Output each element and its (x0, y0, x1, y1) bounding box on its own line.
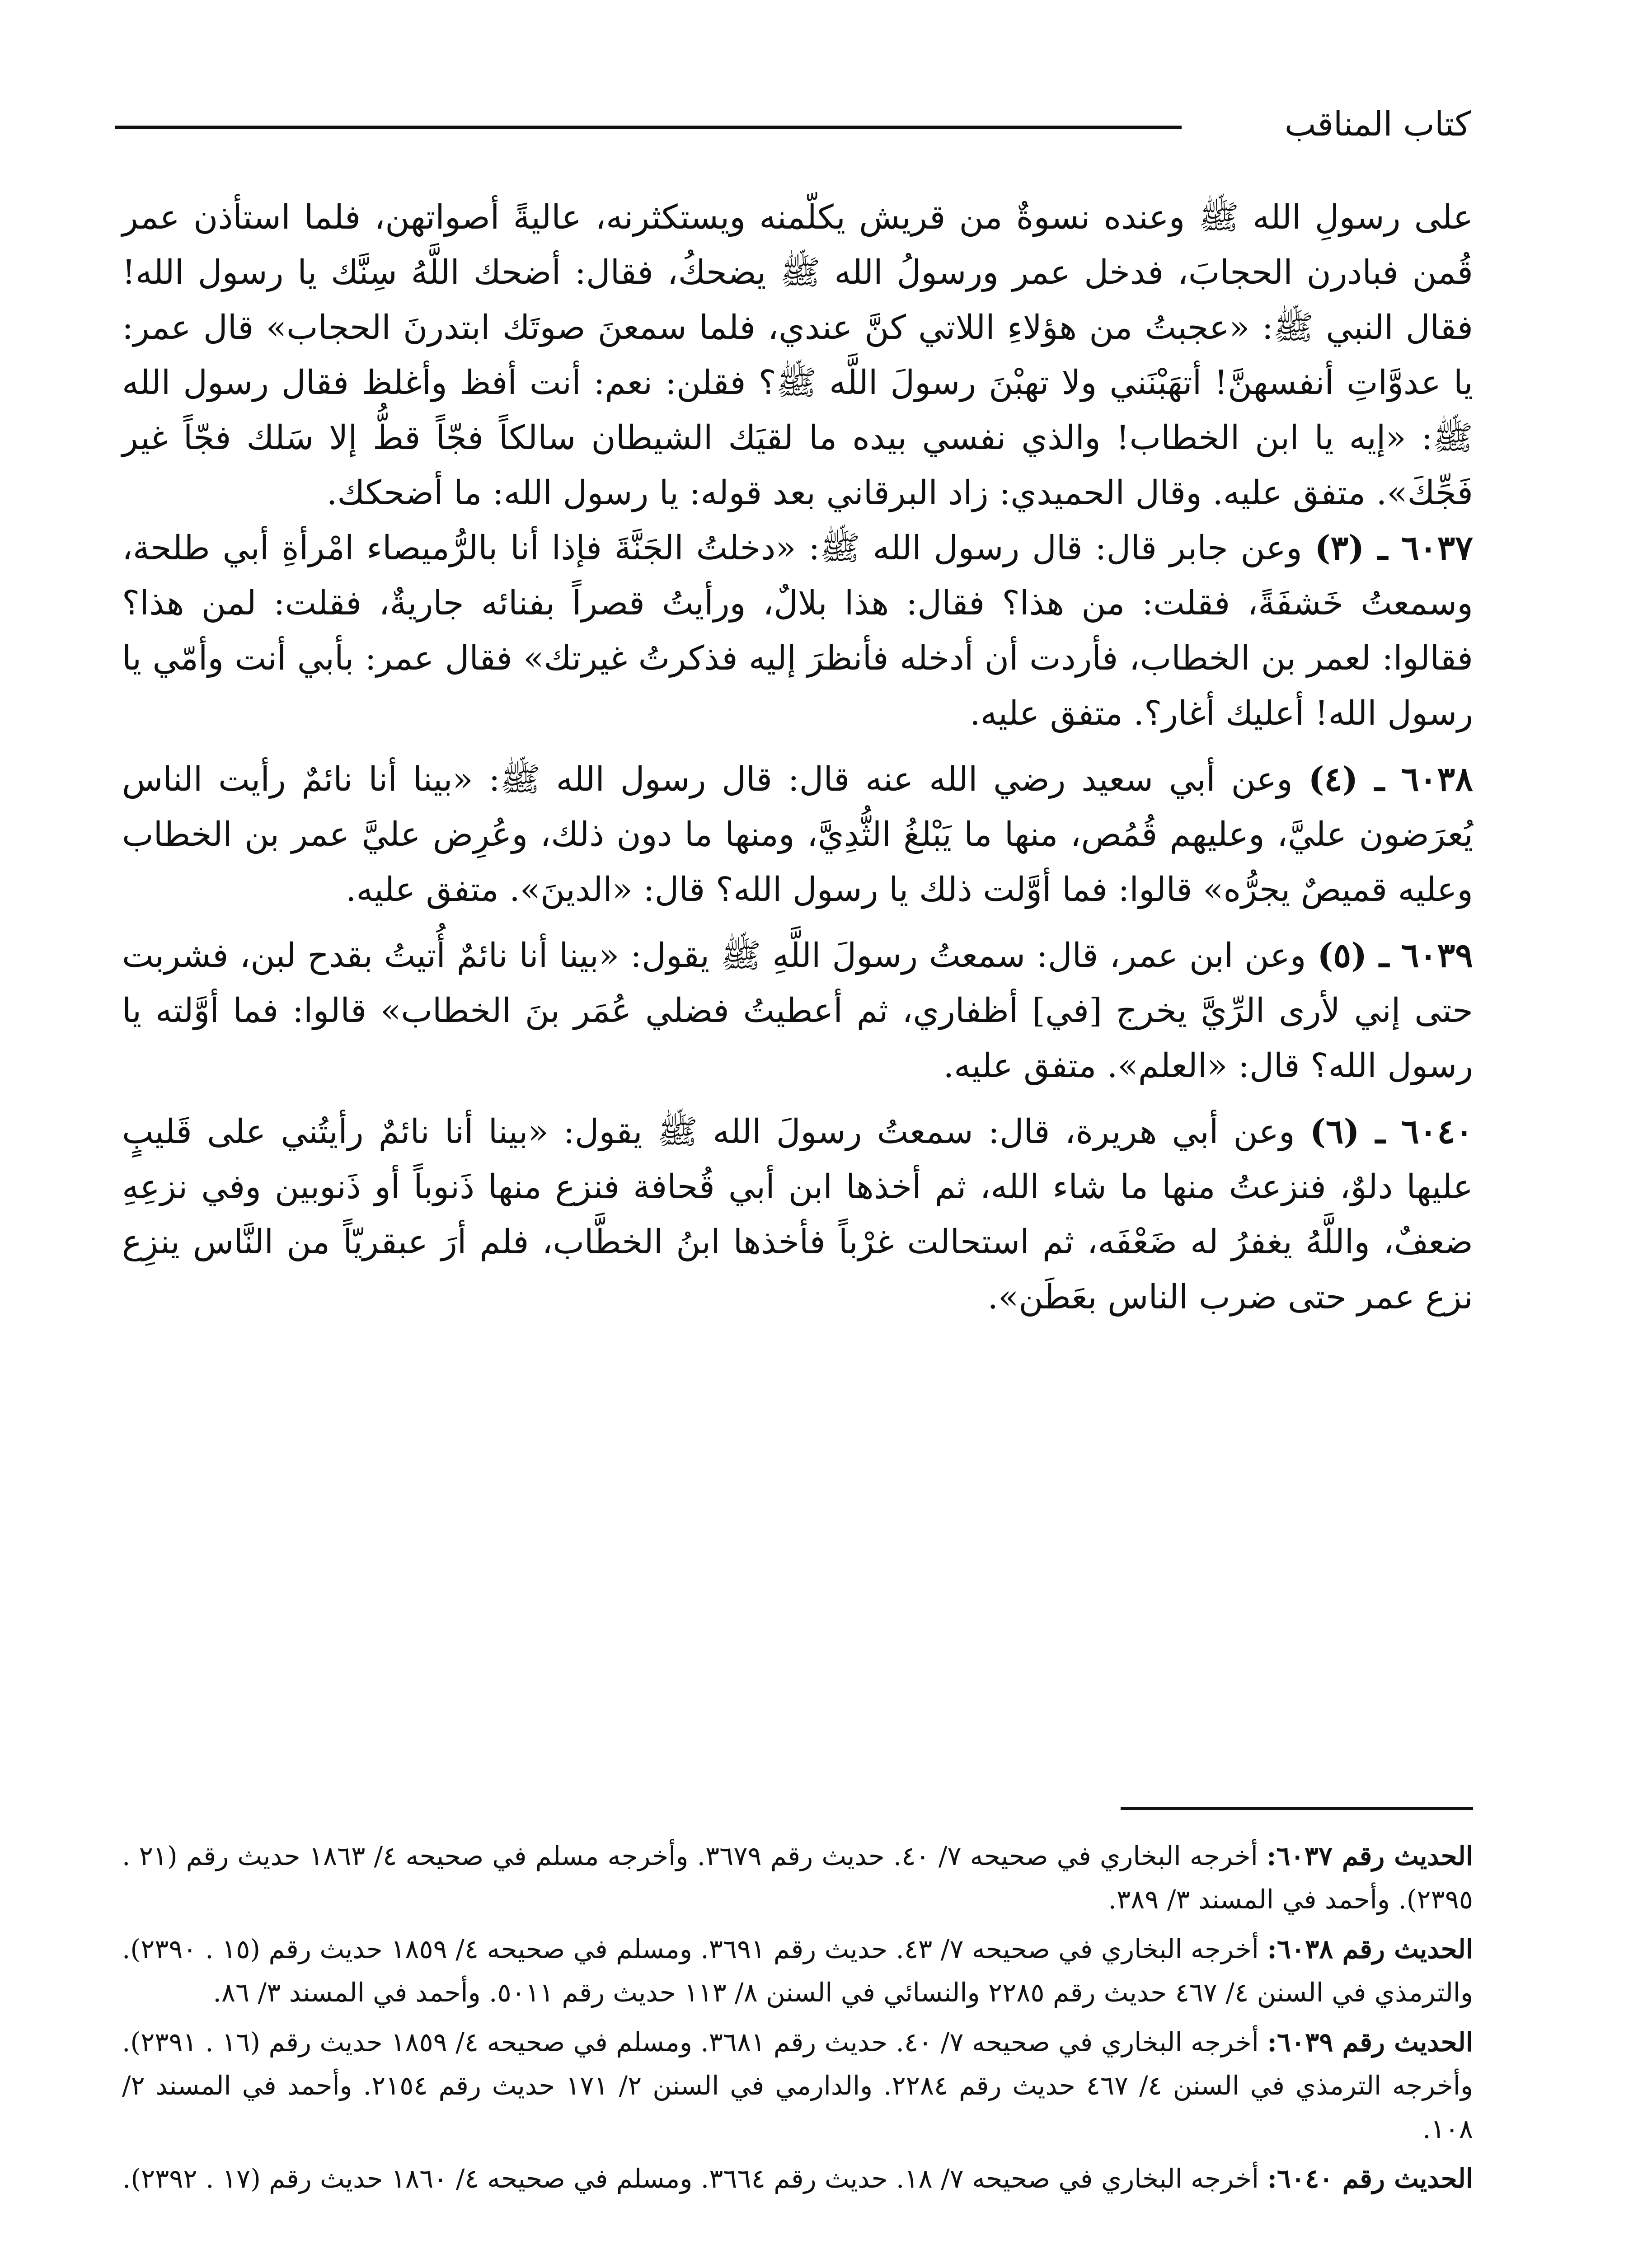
footnote-label: الحديث رقم ٦٠٣٩: (1267, 2027, 1474, 2057)
paragraph-text: على رسولِ الله ﷺ وعنده نسوةٌ من قريش يكلّمنه ويستكثرنه، عاليةً أصواتهن، فلما استأذن عمر قُمن فبادرن الحجابَ، فدخل عمر ورسولُ الله ﷺ يضحكُ، فقال: أضحك اللَّهُ سِنَّك يا رسول الله! فقال النبي ﷺ: «عجبتُ من هؤلاءِ اللاتي كنَّ عندي، فلما سمعنَ صوتَك ابتدرنَ الحجاب» قال عمر: يا عدوَّاتِ أنفسهنَّ! أتهَبْنَني ولا تهبْنَ رسولَ اللَّه ﷺ؟ فقلن: نعم: أنت أفظ وأغلظ فقال رسول الله ﷺ: «إيه يا ابن الخطاب! والذي نفسي بيده ما لقيَك الشيطان سالكاً فجّاً قطُّ إلا سَلك فجّاً غير فَجِّكَ». متفق عليه. وقال الحميدي: زاد البرقاني بعد قوله: يا رسول الله: ما أضحكك. (122, 198, 1473, 512)
hadith-number: ٦٠٤٠ ـ (٦) (1309, 1112, 1474, 1151)
hadith-paragraph (122, 520, 1473, 741)
footnote-text: أخرجه البخاري في صحيحه ٧/ ٤٠. حديث رقم ٣٦٧٩. وأخرجه مسلم في صحيحه ٤/ ١٨٦٣ حديث رقم (٢١ . ٢٣٩٥). وأحمد في المسند ٣/ ٣٨٩. (122, 1841, 1473, 1915)
hadith-number: ٦٠٣٩ ـ (٥) (1317, 936, 1473, 975)
footnote (122, 2157, 1473, 2200)
header-title: كتاب المناقب (1284, 105, 1471, 144)
hadith-text: وعن أبي سعيد رضي الله عنه قال: قال رسول الله ﷺ: «بينا أنا نائمٌ رأيت الناس يُعرَضون عليَّ، وعليهم قُمُص، منها ما يَبْلغُ الثُّدِيَّ، ومنها ما دون ذلك، وعُرِض عليَّ عمر بن الخطاب وعليه قميصٌ يجرُّه» قالوا: فما أوَّلت ذلك يا رسول الله؟ قال: «الدينَ». متفق عليه. (122, 760, 1473, 909)
footnote (122, 1927, 1473, 2014)
footnote-label: الحديث رقم ٦٠٣٧: (1267, 1841, 1474, 1871)
hadith-number: ٦٠٣٨ ـ (٤) (1308, 760, 1473, 799)
hadith-paragraph (122, 928, 1473, 1093)
paragraph-continuation (122, 190, 1473, 520)
footnote-divider (1121, 1807, 1473, 1810)
hadith-text: وعن ابن عمر، قال: سمعتُ رسولَ اللَّهِ ﷺ يقول: «بينا أنا نائمٌ أُتيتُ بقدح لبن، فشربت حتى إني لأرى الرِّيَّ يخرج [في] أظفاري، ثم أعطيتُ فضلي عُمَر بنَ الخطاب» قالوا: فما أوَّلته يا رسول الله؟ قال: «العلم». متفق عليه. (122, 936, 1473, 1085)
running-header (115, 99, 1471, 163)
footnote-text: أخرجه البخاري في صحيحه ٧/ ٤٠. حديث رقم ٣٦٨١. ومسلم في صحيحه ٤/ ١٨٥٩ حديث رقم (١٦ . ٢٣٩١). وأخرجه الترمذي في السنن ٤/ ٤٦٧ حديث رقم ٢٢٨٤. والدارمي في السنن ٢/ ١٧١ حديث رقم ٢١٥٤. وأحمد في المسند ٢/ ١٠٨. (122, 2027, 1473, 2144)
main-text (122, 190, 1473, 1336)
hadith-text: وعن جابر قال: قال رسول الله ﷺ: «دخلتُ الجَنَّةَ فإذا أنا بالرُّميصاء امْرأةِ أبي طلحة، وسمعتُ خَشفَةً، فقلت: من هذا؟ فقال: هذا بلالٌ، ورأيتُ قصراً بفنائه جاريةٌ، فقلت: لمن هذا؟ فقالوا: لعمر بن الخطاب، فأردت أن أدخله فأنظرَ إليه فذكرتُ غيرتك» فقال عمر: بأبي أنت وأمّي يا رسول الله! أعليك أغار؟. متفق عليه. (122, 529, 1473, 733)
hadith-paragraph (122, 752, 1473, 917)
hadith-number: ٦٠٣٧ ـ (٣) (1314, 529, 1474, 567)
footnote-text: أخرجه البخاري في صحيحه ٧/ ١٨. حديث رقم ٣٦٦٤. ومسلم في صحيحه ٤/ ١٨٦٠ حديث رقم (١٧ . ٢٣٩٢). (122, 2163, 1259, 2194)
footnote (122, 1834, 1473, 1921)
footnotes (122, 1834, 1473, 2207)
footnote (122, 2020, 1473, 2151)
footnote-label: الحديث رقم ٦٠٣٨: (1267, 1934, 1474, 1964)
footnote-text: أخرجه البخاري في صحيحه ٧/ ٤٣. حديث رقم ٣٦٩١. ومسلم في صحيحه ٤/ ١٨٥٩ حديث رقم (١٥ . ٢٣٩٠). والترمذي في السنن ٤/ ٤٦٧ حديث رقم ٢٢٨٥ والنسائي في السنن ٨/ ١١٣ حديث رقم ٥٠١١. وأحمد في المسند ٣/ ٨٦. (122, 1934, 1473, 2008)
hadith-paragraph (122, 1104, 1473, 1325)
footnote-label: الحديث رقم ٦٠٤٠: (1267, 2163, 1473, 2194)
header-rule (115, 126, 1182, 129)
hadith-text: وعن أبي هريرة، قال: سمعتُ رسولَ الله ﷺ يقول: «بينا أنا نائمٌ رأيتُني على قَليبٍ عليها دلوٌ، فنزعتُ منها ما شاء الله، ثم أخذها ابن أبي قُحافة فنزع منها ذَنوباً أو ذَنوبين وفي نزعِهِ ضعفٌ، واللَّهُ يغفرُ له ضَعْفَه، ثم استحالت غرْباً فأخذها ابنُ الخطَّاب، فلم أرَ عبقريّاً من النَّاس ينزِع نزع عمر حتى ضرب الناس بعَطَن». (122, 1112, 1473, 1317)
